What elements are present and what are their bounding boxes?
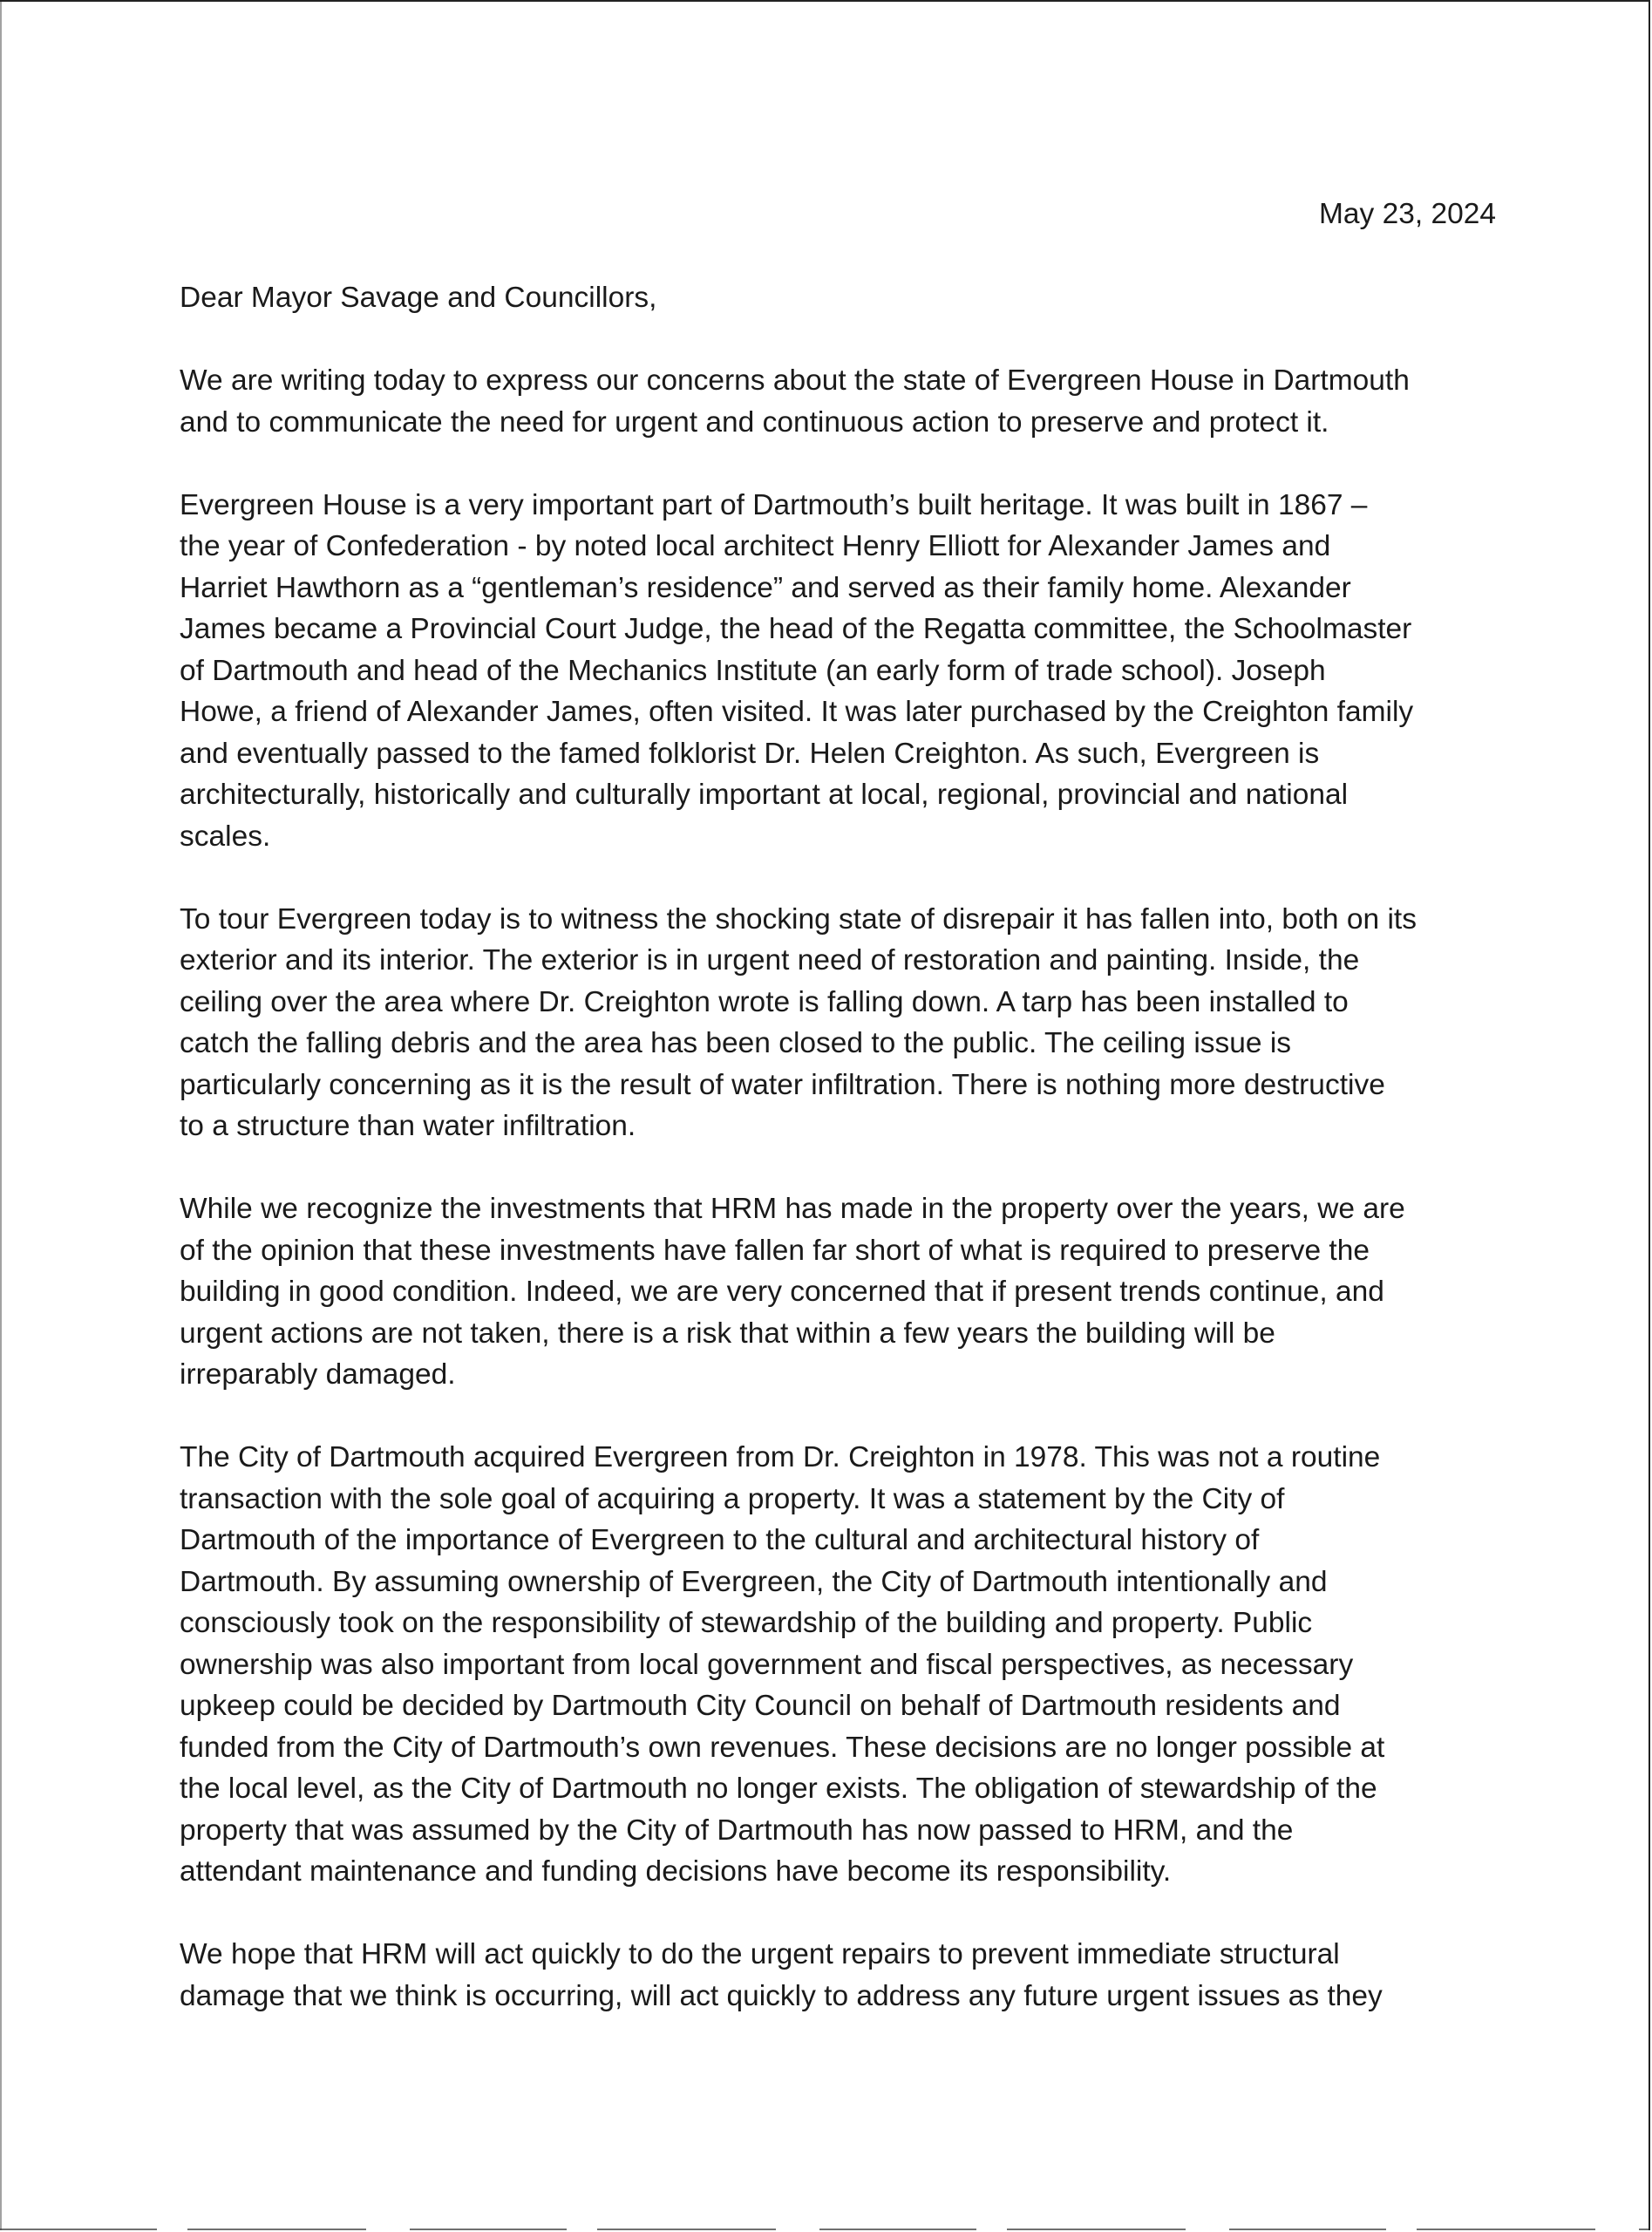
paragraph-line: and to communicate the need for urgent and continuous action to preserve and protect it. (180, 405, 1329, 439)
paragraph-line: To tour Evergreen today is to witness the shocking state of disrepair it has fallen into, both on its (180, 902, 1417, 936)
letter-date: May 23, 2024 (1319, 198, 1496, 230)
paragraph-line: We hope that HRM will act quickly to do the urgent repairs to prevent immediate structural (180, 1938, 1340, 1970)
paragraph-line: scales. (180, 820, 271, 853)
letter-paragraph (180, 899, 1496, 1147)
paragraph-line: We are writing today to express our concerns about the state of Evergreen House in Dartmouth (180, 364, 1410, 397)
letter-paragraph (180, 1437, 1496, 1893)
letter-salutation: Dear Mayor Savage and Councillors, (180, 282, 657, 314)
paragraph-line: building in good condition. Indeed, we are very concerned that if present trends continue, and (180, 1276, 1384, 1308)
paragraph-line: particularly concerning as it is the result of water infiltration. There is nothing more destructive (180, 1068, 1385, 1101)
paragraph-line: consciously took on the responsibility of stewardship of the building and property. Public (180, 1607, 1313, 1639)
letter-paragraph (180, 360, 1496, 443)
paragraph-line: irreparably damaged. (180, 1358, 456, 1391)
paragraph-line: Evergreen House is a very important part of Dartmouth’s built heritage. It was built in 1867 – (180, 488, 1368, 521)
paragraph-line: to a structure than water infiltration. (180, 1110, 636, 1142)
paragraph-line: and eventually passed to the famed folklorist Dr. Helen Creighton. As such, Evergreen is (180, 737, 1320, 770)
paragraph-line: funded from the City of Dartmouth’s own revenues. These decisions are no longer possible at (180, 1731, 1385, 1764)
paragraph-line: catch the falling debris and the area has been closed to the public. The ceiling issue is (180, 1027, 1292, 1059)
paragraph-line: urgent actions are not taken, there is a risk that within a few years the building will be (180, 1317, 1275, 1350)
paragraph-line: the local level, as the City of Dartmouth no longer exists. The obligation of stewardship of the (180, 1773, 1377, 1805)
paragraph-line: Howe, a friend of Alexander James, often visited. It was later purchased by the Creighton family (180, 696, 1414, 728)
letter-paragraph (180, 1188, 1496, 1396)
paragraph-line: of the opinion that these investments have fallen far short of what is required to preserve the (180, 1234, 1370, 1267)
paragraph-line: ceiling over the area where Dr. Creighton wrote is falling down. A tarp has been installed to (180, 985, 1349, 1018)
letter-paragraphs (180, 360, 1496, 2058)
paragraph-line: attendant maintenance and funding decisions have become its responsibility. (180, 1855, 1172, 1888)
letter-paragraph (180, 1934, 1496, 2017)
letter-paragraph (180, 485, 1496, 858)
paragraph-line: Harriet Hawthorn as a “gentleman’s residence” and served as their family home. Alexander (180, 571, 1351, 604)
paragraph-line: property that was assumed by the City of Dartmouth has now passed to HRM, and the (180, 1814, 1294, 1847)
scan-edge-left (0, 2, 2, 2230)
paragraph-line: Dartmouth. By assuming ownership of Evergreen, the City of Dartmouth intentionally and (180, 1565, 1328, 1598)
paragraph-line: transaction with the sole goal of acquiring a property. It was a statement by the City of (180, 1482, 1285, 1515)
paragraph-line: While we recognize the investments that HRM has made in the property over the years, we are (180, 1193, 1405, 1225)
paragraph-line: upkeep could be decided by Dartmouth City Council on behalf of Dartmouth residents and (180, 1690, 1341, 1722)
paragraph-line: ownership was also important from local government and fiscal perspectives, as necessary (180, 1648, 1354, 1681)
paragraph-line: of Dartmouth and head of the Mechanics Institute (an early form of trade school). Joseph (180, 654, 1326, 687)
paragraph-line: exterior and its interior. The exterior is in urgent need of restoration and painting. Inside, the (180, 944, 1360, 976)
paragraph-line: The City of Dartmouth acquired Evergreen from Dr. Creighton in 1978. This was not a routine (180, 1441, 1381, 1473)
paragraph-line: Dartmouth of the importance of Evergreen to the cultural and architectural history of (180, 1524, 1260, 1556)
scan-edge-bottom (0, 2229, 1649, 2230)
paragraph-line: James became a Provincial Court Judge, the head of the Regatta committee, the Schoolmaster (180, 613, 1412, 645)
paragraph-line: architecturally, historically and culturally important at local, regional, provincial and national (180, 779, 1349, 811)
paragraph-line: damage that we think is occurring, will act quickly to address any future urgent issues as they (180, 1979, 1383, 2012)
paragraph-line: the year of Confederation - by noted local architect Henry Elliott for Alexander James and (180, 530, 1331, 562)
